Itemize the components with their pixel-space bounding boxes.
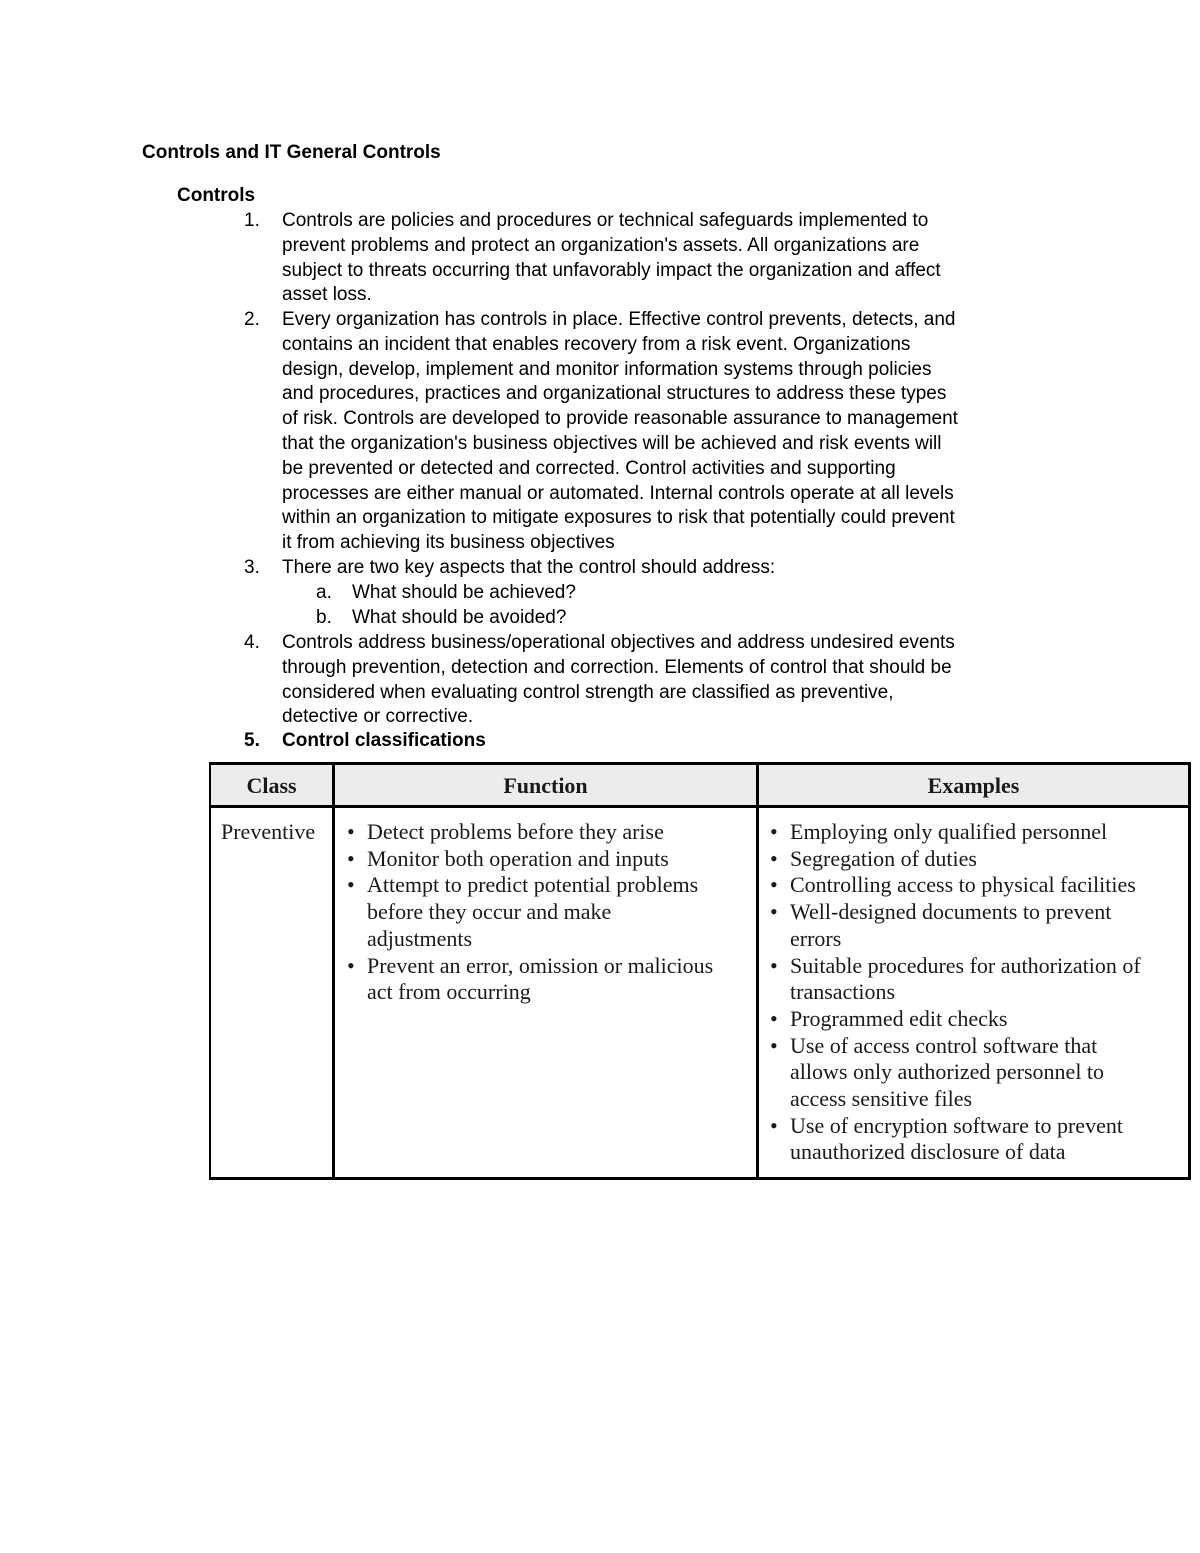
table-border-right bbox=[1188, 762, 1191, 1180]
text-line: • Use of access control software that bbox=[790, 1032, 1098, 1058]
text-line: errors bbox=[790, 925, 842, 951]
text-line: prevent problems and protect an organization's assets. All organizations are bbox=[282, 234, 920, 256]
text-line: transactions bbox=[790, 979, 896, 1005]
list-item bbox=[768, 846, 1186, 873]
list-item bbox=[768, 1033, 1186, 1113]
list-number: 5. bbox=[244, 730, 260, 751]
page-title: Controls and IT General Controls bbox=[142, 142, 441, 163]
text-line: • Detect problems before they arise bbox=[367, 819, 664, 844]
sub-list-item bbox=[316, 606, 566, 631]
sub-list-item bbox=[316, 581, 576, 606]
text-line: • Use of encryption software to prevent bbox=[790, 1112, 1123, 1138]
table-border-top bbox=[209, 762, 1191, 765]
text-line: detective or corrective. bbox=[282, 706, 474, 728]
text-line: through prevention, detection and correction. Elements of control that should be bbox=[282, 656, 952, 678]
section-heading: Controls bbox=[177, 185, 256, 206]
sub-list-letter: a. bbox=[316, 582, 332, 603]
text-line: before they occur and make bbox=[367, 899, 612, 925]
text-line: • Controlling access to physical facilities bbox=[790, 872, 1136, 898]
list-number: 1. bbox=[244, 210, 260, 231]
text-line: of risk. Controls are developed to provide reasonable assurance to management bbox=[282, 408, 958, 430]
list-item bbox=[244, 209, 1054, 308]
sub-list-text: What should be avoided? bbox=[352, 607, 567, 628]
list-item bbox=[345, 872, 755, 952]
list-item bbox=[244, 631, 1054, 730]
text-line: it from achieving its business objectives bbox=[282, 532, 615, 554]
list-item bbox=[768, 953, 1186, 1006]
list-item bbox=[244, 556, 1054, 581]
table-cell-class: Preventive bbox=[221, 819, 316, 844]
text-line: contains an incident that enables recovery from a risk event. Organizations bbox=[282, 333, 911, 355]
text-line: Controls are policies and procedures or technical safeguards implemented to bbox=[282, 210, 929, 231]
table-header-class: Class bbox=[246, 773, 297, 798]
table-header-examples: Examples bbox=[927, 773, 1020, 798]
table-column-divider bbox=[756, 762, 759, 1180]
text-line: act from occurring bbox=[367, 979, 531, 1005]
text-line: unauthorized disclosure of data bbox=[790, 1139, 1066, 1165]
list-item bbox=[244, 729, 1054, 754]
text-line: and procedures, practices and organizational structures to address these types bbox=[282, 383, 947, 405]
text-line: • Segregation of duties bbox=[790, 845, 977, 871]
text-line: be prevented or detected and corrected. Control activities and supporting bbox=[282, 457, 896, 479]
text-line: • Attempt to predict potential problems bbox=[367, 872, 699, 898]
text-line: Every organization has controls in place. Effective control prevents, detects, and bbox=[282, 309, 956, 330]
text-line: considered when evaluating control strength are classified as preventive, bbox=[282, 681, 894, 703]
text-line: • Employing only qualified personnel bbox=[790, 819, 1108, 844]
text-line: allows only authorized personnel to bbox=[790, 1059, 1105, 1085]
text-line: Controls address business/operational objectives and address undesired events bbox=[282, 632, 955, 653]
table-border-bottom bbox=[209, 1177, 1191, 1180]
text-line: • Programmed edit checks bbox=[790, 1005, 1008, 1031]
text-line: • Well-designed documents to prevent bbox=[790, 899, 1112, 925]
text-line: subject to threats occurring that unfavorably impact the organization and affect bbox=[282, 259, 941, 281]
text-line: • Suitable procedures for authorization of bbox=[790, 952, 1141, 978]
table-header-function: Function bbox=[503, 773, 588, 798]
text-line: processes are either manual or automated. Internal controls operate at all levels bbox=[282, 482, 954, 504]
sub-list-text: What should be achieved? bbox=[352, 582, 576, 603]
table-cell-examples bbox=[768, 819, 1186, 1166]
control-classifications-table bbox=[209, 762, 1191, 1180]
list-number: 3. bbox=[244, 557, 260, 578]
text-line: There are two key aspects that the control should address: bbox=[282, 557, 776, 578]
text-line: • Prevent an error, omission or malicious bbox=[367, 952, 714, 978]
list-number: 2. bbox=[244, 309, 260, 330]
text-line: • Monitor both operation and inputs bbox=[367, 845, 669, 871]
text-line: within an organization to mitigate exposures to risk that potentially could prevent bbox=[282, 507, 955, 529]
sub-list-letter: b. bbox=[316, 607, 332, 628]
list-number: 4. bbox=[244, 632, 260, 653]
list-item bbox=[345, 819, 755, 846]
list-item bbox=[345, 953, 755, 1006]
list-item bbox=[768, 819, 1186, 846]
list-item bbox=[768, 1006, 1186, 1033]
list-item bbox=[768, 872, 1186, 899]
list-item bbox=[768, 1113, 1186, 1166]
text-line: access sensitive files bbox=[790, 1086, 973, 1112]
list-item bbox=[768, 899, 1186, 952]
table-column-divider bbox=[332, 762, 335, 1180]
list-item bbox=[244, 308, 1054, 556]
table-cell-function bbox=[345, 819, 755, 1006]
text-line: adjustments bbox=[367, 925, 473, 951]
text-line: that the organization's business objectives will be achieved and risk events will bbox=[282, 432, 942, 454]
text-line: Control classifications bbox=[282, 730, 486, 751]
text-line: asset loss. bbox=[282, 284, 372, 306]
list-item bbox=[345, 846, 755, 873]
text-line: design, develop, implement and monitor information systems through policies bbox=[282, 358, 932, 380]
table-border-left bbox=[209, 762, 211, 1180]
